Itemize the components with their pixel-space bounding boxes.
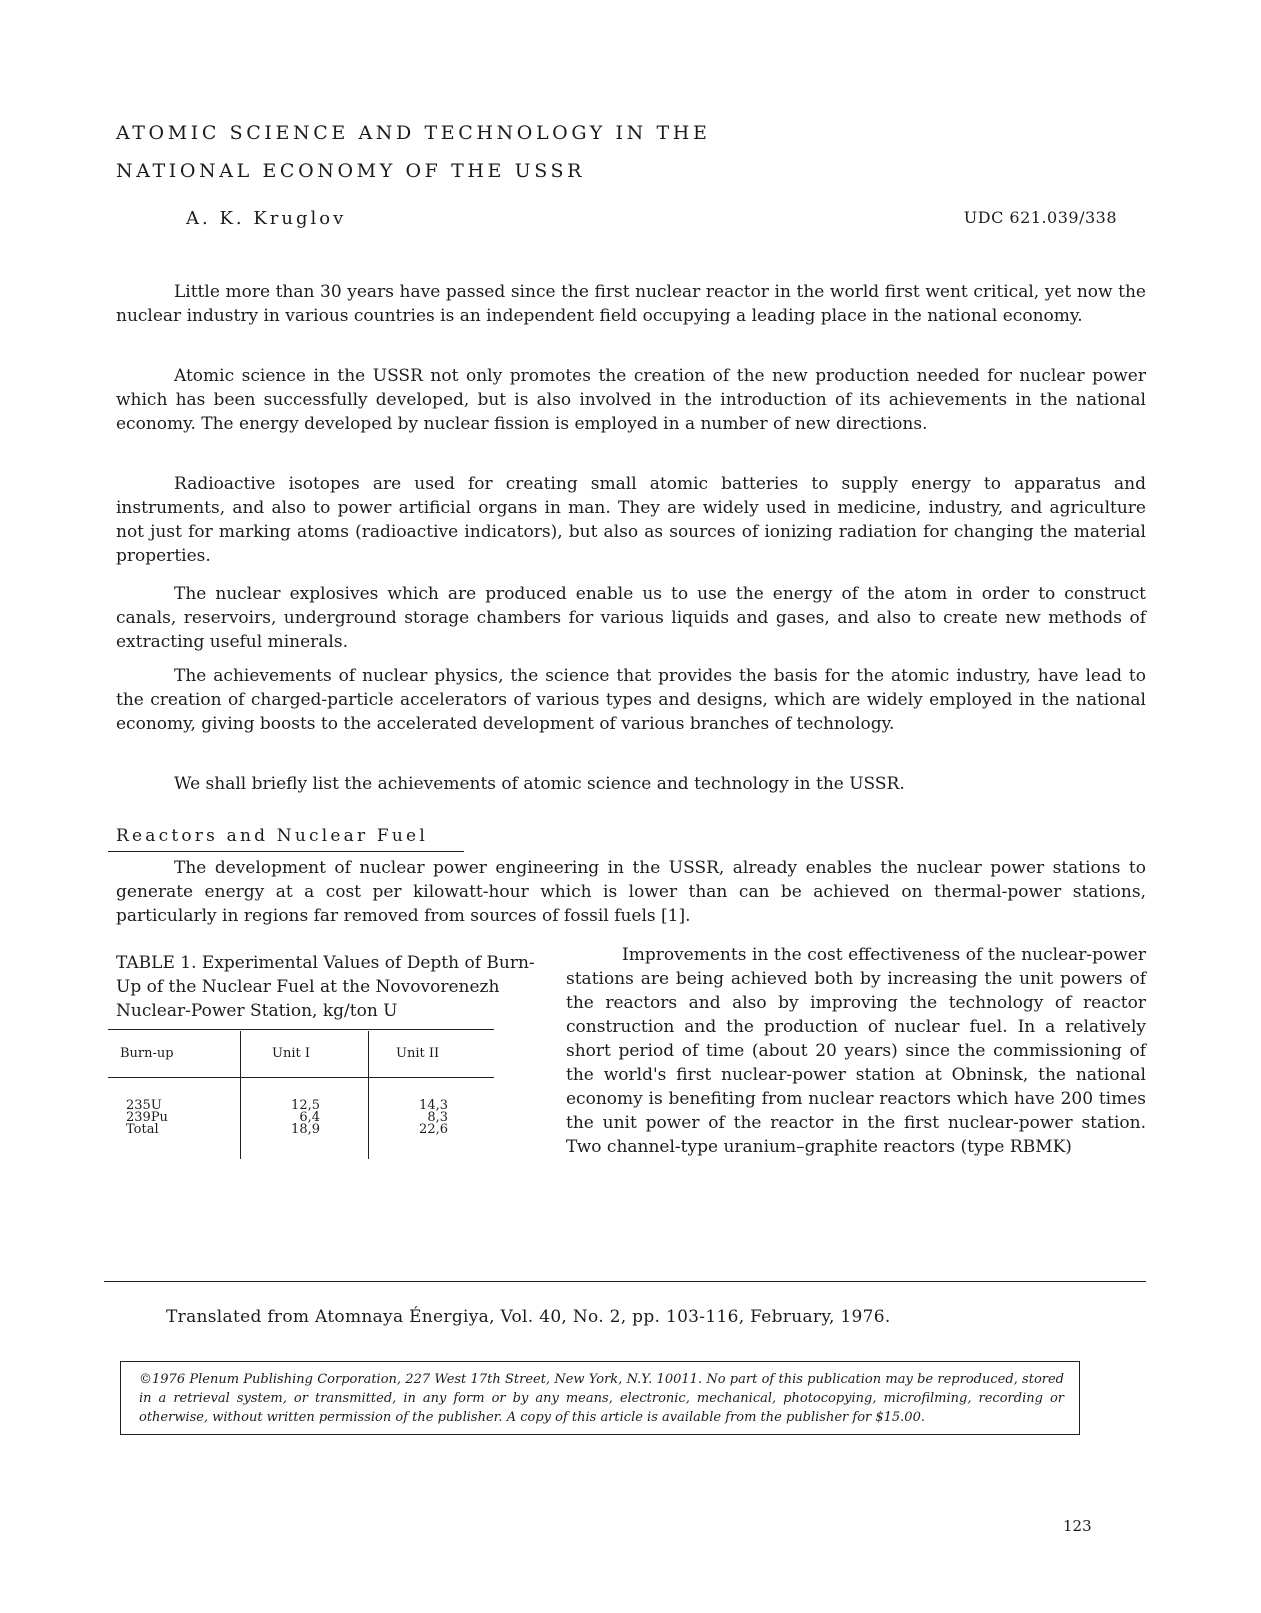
table-row-label: Total [126, 1122, 159, 1137]
paragraph-2: Atomic science in the USSR not only promotes the creation of the new production needed for nuclear power which has been successfully developed, but is also involved in the introduction of its achievements in the national economy. The energy developed by nuclear fission is employed in a number of new directions. [116, 366, 1146, 434]
section-heading-underline [108, 851, 464, 852]
table-cell: 14,3 [419, 1098, 448, 1113]
copyright-text: ©1976 Plenum Publishing Corporation, 227 West 17th Street, New York, N.Y. 10011. No part of this publication may be reproduced, stored in a retrieval system, or transmitted, in any form or by any means, electronic, mechanical, photocopying, microfilming, recording or otherwise, without written permission of the publisher. A copy of this article is available from the publisher for $15.00. [139, 1372, 1064, 1425]
table-header-unit1: Unit I [272, 1046, 310, 1061]
section-paragraph: The development of nuclear power engineering in the USSR, already enables the nuclear power stations to generate energy at a cost per kilowatt-hour which is lower than can be achieved on thermal-power stations, particularly in regions far removed from sources of fossil fuels [1]. [116, 858, 1146, 926]
paragraph-6: We shall briefly list the achievements of atomic science and technology in the USSR. [174, 774, 905, 794]
title-line-1: ATOMIC SCIENCE AND TECHNOLOGY IN THE [116, 122, 711, 144]
copyright-box [120, 1361, 1080, 1435]
table-column-divider-1 [240, 1031, 241, 1159]
table-top-rule [108, 1029, 494, 1030]
table-column-unit2 [398, 1100, 448, 1136]
table-cell: 12,5 [291, 1098, 320, 1113]
right-column-paragraph: Improvements in the cost effectiveness of the nuclear-power stations are being achieved both by increasing the unit powers of the reactors and also by improving the technology of reactor construction and the production of nuclear fuel. In a relatively short period of time (about 20 years) since the commissioning of the world's first nuclear-power station at Obninsk, the national economy is benefiting from nuclear reactors which have 200 times the unit power of the reactor in the first nuclear-power station. Two channel-type uranium–graphite reactors (type RBMK) [566, 945, 1146, 1157]
table-header-unit2: Unit II [396, 1046, 440, 1061]
table-column-labels [126, 1100, 186, 1136]
paragraph-1: Little more than 30 years have passed since the first nuclear reactor in the world first went critical, yet now the nuclear industry in various countries is an independent field occupying a leading place in the national economy. [116, 282, 1146, 326]
table-cell: 22,6 [419, 1122, 448, 1137]
table-cell: 6,4 [299, 1110, 320, 1125]
table-caption: TABLE 1. Experimental Values of Depth of Burn-Up of the Nuclear Fuel at the Novovorenezh Nuclear-Power Station, kg/ton U [116, 953, 535, 1021]
paragraph-3: Radioactive isotopes are used for creating small atomic batteries to supply energy to apparatus and instruments, and also to power artificial organs in man. They are widely used in medicine, industry, and agriculture not just for marking atoms (radioactive indicators), but also as sources of ionizing radiation for changing the material properties. [116, 474, 1146, 566]
table-row-label: 239Pu [126, 1110, 168, 1125]
footer-rule [104, 1281, 1146, 1282]
table-column-divider-2 [368, 1031, 369, 1159]
table-cell: 18,9 [291, 1122, 320, 1137]
title-line-2: NATIONAL ECONOMY OF THE USSR [116, 160, 586, 182]
udc-code: UDC 621.039/338 [963, 208, 1117, 227]
table-header-rule [108, 1077, 494, 1078]
section-heading: Reactors and Nuclear Fuel [116, 826, 428, 846]
author: A. K. Kruglov [186, 208, 347, 229]
table-cell: 8,3 [427, 1110, 448, 1125]
page-number: 123 [1063, 1517, 1092, 1535]
translated-from-note: Translated from Atomnaya Énergiya, Vol. 40, No. 2, pp. 103-116, February, 1976. [166, 1307, 891, 1327]
paragraph-4: The nuclear explosives which are produced enable us to use the energy of the atom in order to construct canals, reservoirs, underground storage chambers for various liquids and gases, and also to create new methods of extracting useful minerals. [116, 584, 1146, 652]
table-row-label: 235U [126, 1098, 162, 1113]
table-column-unit1 [270, 1100, 320, 1136]
table-header-burnup: Burn-up [120, 1046, 174, 1061]
paragraph-5: The achievements of nuclear physics, the science that provides the basis for the atomic industry, have lead to the creation of charged-particle accelerators of various types and designs, which are widely employed in the national economy, giving boosts to the accelerated development of various branches of technology. [116, 666, 1146, 734]
